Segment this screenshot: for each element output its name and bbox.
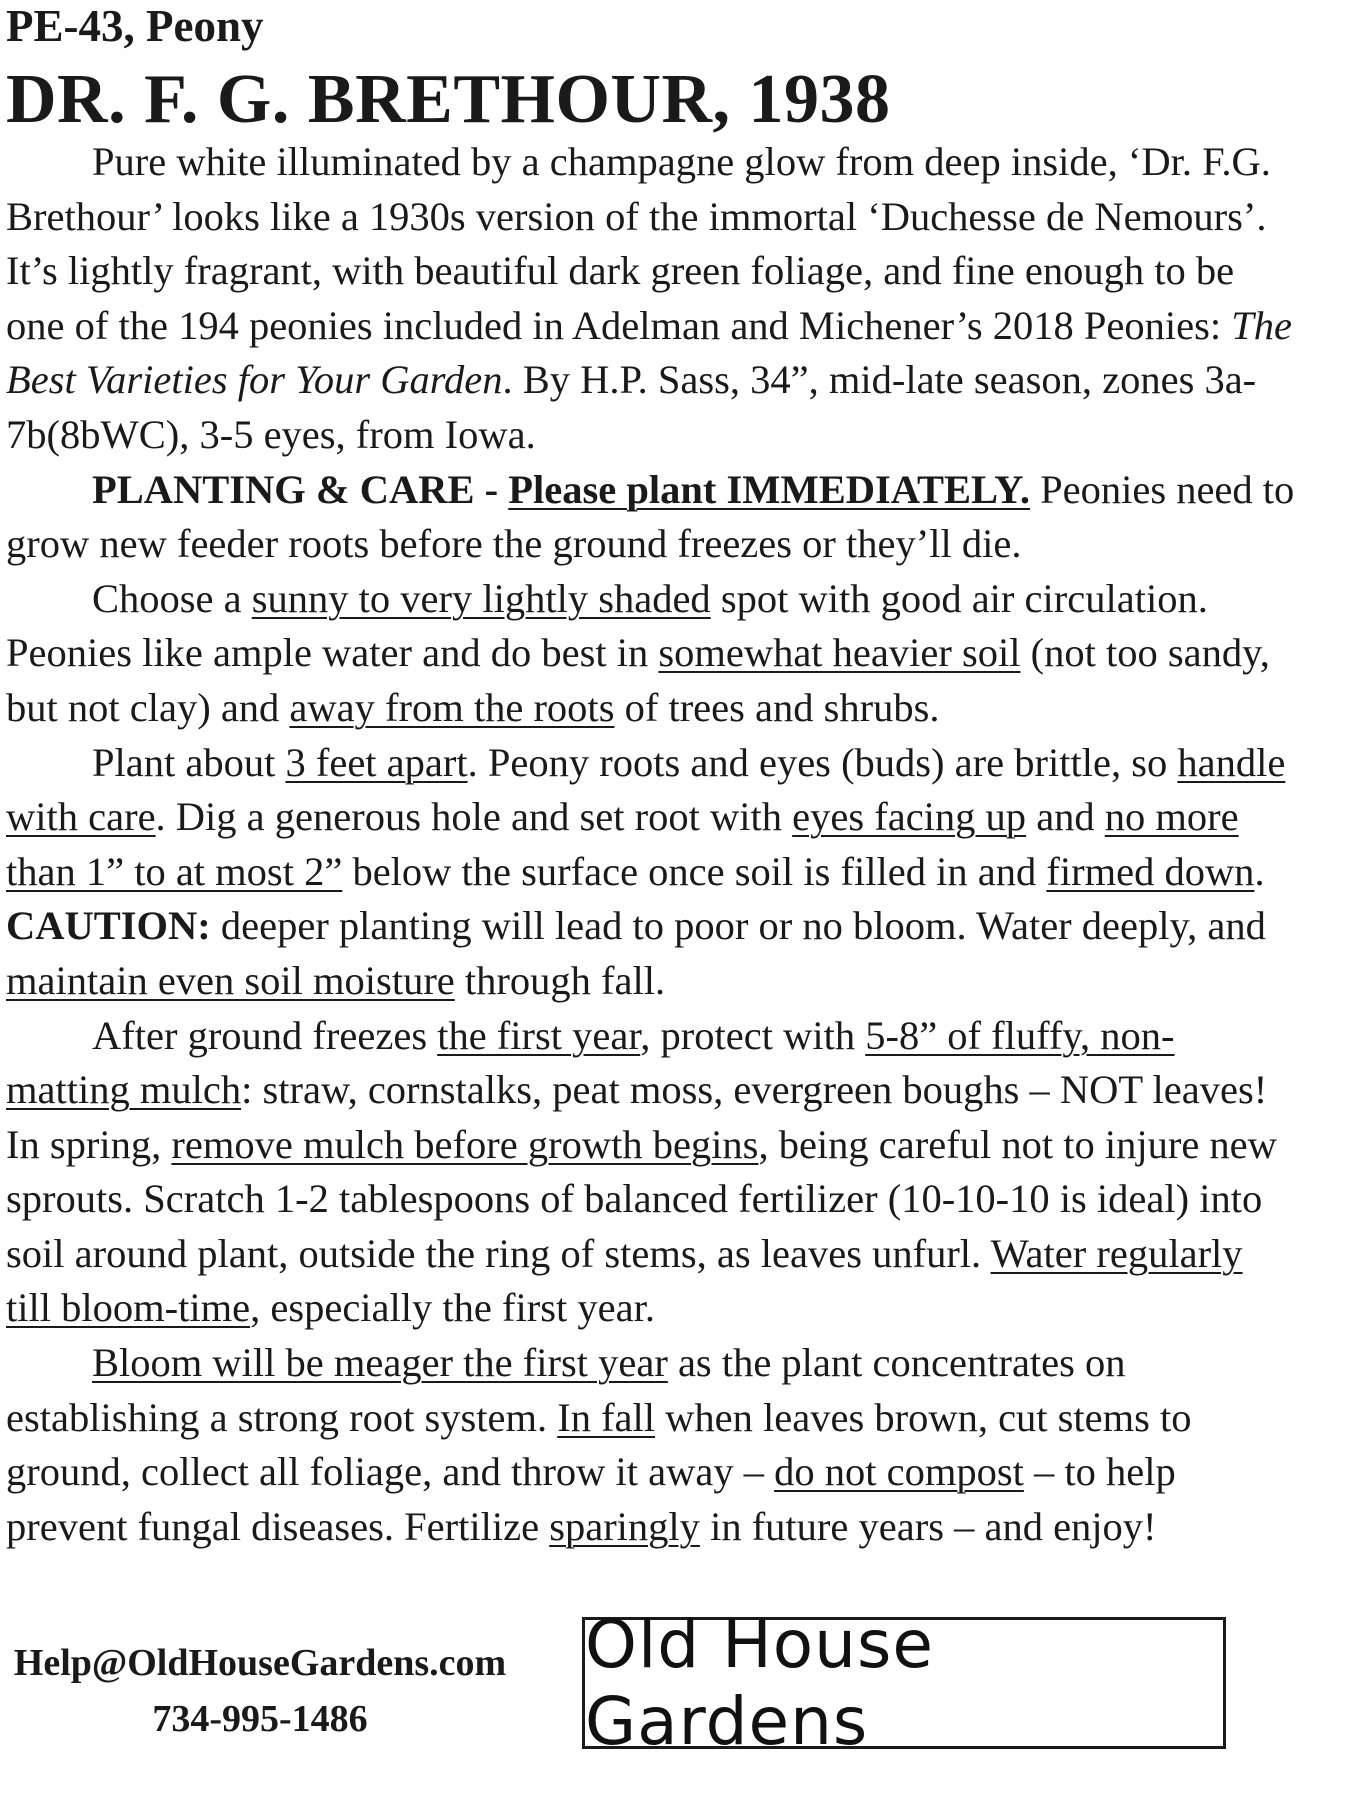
text-span: – to help prevent fungal diseases. Fertilize [6, 1449, 1176, 1549]
emphasis-firmed: firmed down [1046, 848, 1255, 894]
company-logo [582, 1606, 1226, 1760]
book-title: The Best Varieties for Your Garden [6, 302, 1292, 403]
emphasis-bloom: Bloom will be meager the first year [92, 1340, 668, 1386]
text-span: , protect with [640, 1012, 866, 1058]
text-span: and [1026, 794, 1105, 840]
description-details: . By H.P. Sass, 34”, mid-late season, zones 3a-7b(8bWC), 3-5 eyes, from Iowa. [6, 357, 1257, 457]
contact-phone: 734-995-1486 [152, 1698, 368, 1740]
text-span: , being careful not to injure new sprouts. Scratch 1-2 tablespoons of balanced fertilizer (10-10-10 is ideal) into soil around plant, outside the ring of stems, as leaves unfurl. [6, 1121, 1277, 1276]
variety-code: PE-43, Peony [6, 1, 264, 51]
text-span: deeper planting will lead to poor or no bloom. Water deeply, and [210, 903, 1266, 949]
text-span: in future years – and enjoy! [699, 1503, 1157, 1549]
body-text [6, 135, 1296, 1554]
emphasis-moisture: maintain even soil moisture [6, 957, 455, 1003]
emphasis-fall: In fall [557, 1394, 656, 1440]
planting-paragraph [6, 736, 1296, 1009]
description-paragraph [6, 135, 1296, 463]
planting-intro-text: Peonies need to grow new feeder roots before the ground freezes or they’ll die. [6, 466, 1295, 567]
text-span: , especially the first year. [250, 1285, 655, 1331]
text-span: . Dig a generous hole and set root with [155, 794, 793, 840]
planting-intro-paragraph [6, 463, 1296, 572]
bloom-paragraph [6, 1336, 1296, 1554]
logo-wordmark: Old House Gardens [585, 1606, 934, 1760]
care-heading: PLANTING & CARE - [92, 466, 509, 512]
emphasis-roots: away from the roots [289, 684, 615, 730]
text-span: Choose a [92, 575, 252, 621]
contact-email: Help@OldHouseGardens.com [13, 1642, 507, 1684]
text-span: . [1254, 848, 1265, 894]
text-span: : straw, cornstalks, peat moss, evergreen boughs – NOT leaves! In spring, [6, 1067, 1268, 1167]
text-span: Plant about [92, 739, 286, 785]
emphasis-compost: do not compost [774, 1449, 1024, 1495]
text-span: as the plant concentrates on establishing a strong root system. [6, 1340, 1126, 1440]
emphasis-sparingly: sparingly [549, 1503, 700, 1549]
description-text: Pure white illuminated by a champagne glow from deep inside, ‘Dr. F.G. Brethour’ looks like a 1930s version of the immortal ‘Duchesse de Nemours’. It’s lightly fragrant, with beautiful dark green foliage, and fine enough to be one of the 194 peonies included in Adelman and Michener’s 2018 Peonies: [6, 139, 1271, 348]
emphasis-soil: somewhat heavier soil [658, 630, 1021, 676]
text-span: when leaves brown, cut stems to ground, collect all foliage, and throw it away – [6, 1394, 1192, 1495]
emphasis-eyes: eyes facing up [792, 794, 1027, 840]
text-span: below the surface once soil is filled in and [342, 848, 1047, 894]
emphasis-handle: handle with care [6, 739, 1286, 840]
text-span: (not too sandy, but not clay) and [6, 630, 1270, 730]
plant-immediately-notice: Please plant IMMEDIATELY. [508, 466, 1030, 512]
emphasis-mulch: 5-8” of fluffy, non-matting mulch [6, 1012, 1175, 1113]
emphasis-spacing: 3 feet apart [285, 739, 468, 785]
text-span: After ground freezes [92, 1012, 438, 1058]
text-span: of trees and shrubs. [614, 684, 940, 730]
text-span: . Peony roots and eyes (buds) are brittle, so [467, 739, 1178, 785]
emphasis-first-year: the first year [437, 1012, 641, 1058]
variety-title: DR. F. G. BRETHOUR, 1938 [6, 61, 891, 138]
caution-label: CAUTION: [6, 903, 211, 949]
mulch-paragraph [6, 1009, 1296, 1337]
text-span: through fall. [454, 957, 666, 1003]
contact-block [0, 1635, 520, 1747]
emphasis-remove-mulch: remove mulch before growth begins [171, 1121, 759, 1167]
emphasis-water: Water regularly till bloom-time [6, 1230, 1243, 1331]
text-span: spot with good air circulation. Peonies like ample water and do best in [6, 575, 1208, 676]
emphasis-depth: no more than 1” to at most 2” [6, 794, 1239, 894]
emphasis-sun: sunny to very lightly shaded [251, 575, 711, 621]
site-paragraph [6, 572, 1296, 736]
